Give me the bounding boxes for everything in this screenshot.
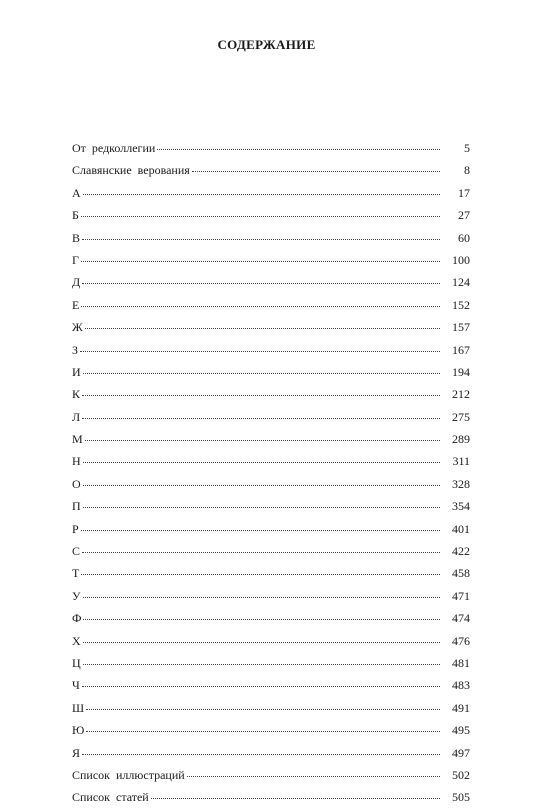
toc-entry-page-number: 17 bbox=[458, 185, 470, 200]
toc-entry-page-number: 502 bbox=[452, 767, 470, 782]
toc-entry-page-number: 27 bbox=[458, 208, 470, 223]
dot-leader bbox=[82, 238, 440, 240]
toc-entry bbox=[72, 204, 470, 226]
toc-entry bbox=[72, 159, 470, 181]
toc-entry-label: Ж bbox=[72, 320, 83, 335]
toc-entry bbox=[72, 383, 470, 405]
toc-entry-label: Л bbox=[72, 409, 81, 424]
toc-entry-label: Д bbox=[72, 275, 81, 290]
toc-entry-page-number: 100 bbox=[452, 252, 470, 267]
dot-leader bbox=[81, 260, 440, 262]
toc-entry bbox=[72, 607, 470, 629]
toc-entry bbox=[72, 249, 470, 271]
toc-entry-label: Список статей bbox=[72, 790, 149, 805]
toc-entry-page-number: 476 bbox=[452, 633, 470, 648]
toc-entry bbox=[72, 540, 470, 562]
dot-leader bbox=[187, 775, 440, 777]
toc-entry-label: З bbox=[72, 342, 79, 357]
toc-entry-label: Е bbox=[72, 297, 80, 312]
toc-entry-page-number: 124 bbox=[452, 275, 470, 290]
dot-leader bbox=[83, 506, 440, 508]
toc-entry-label: Ч bbox=[72, 678, 80, 693]
toc-entry-label: Г bbox=[72, 252, 79, 267]
toc-entry bbox=[72, 585, 470, 607]
toc-entry bbox=[72, 316, 470, 338]
toc-entry-label: М bbox=[72, 432, 83, 447]
dot-leader bbox=[192, 170, 440, 172]
toc-entry-label: В bbox=[72, 230, 81, 245]
dot-leader bbox=[81, 573, 440, 575]
toc-entry-page-number: 289 bbox=[452, 432, 470, 447]
toc-entry bbox=[72, 137, 470, 159]
toc-entry bbox=[72, 630, 470, 652]
dot-leader bbox=[157, 148, 440, 150]
toc-entry-page-number: 152 bbox=[452, 297, 470, 312]
toc-entry-label: Ш bbox=[72, 700, 85, 715]
toc-entry-label: К bbox=[72, 387, 81, 402]
toc-entry bbox=[72, 786, 470, 808]
toc-entry-page-number: 212 bbox=[452, 387, 470, 402]
dot-leader bbox=[83, 372, 440, 374]
toc-entry-label: От редколлегии bbox=[72, 141, 156, 155]
toc-entry-label: П bbox=[72, 499, 81, 514]
toc-entry bbox=[72, 182, 470, 204]
toc-entry-page-number: 458 bbox=[452, 566, 470, 581]
toc-entry bbox=[72, 562, 470, 584]
toc-entry-page-number: 5 bbox=[464, 141, 470, 155]
toc-entry-label: Т bbox=[72, 566, 80, 581]
dot-leader bbox=[85, 327, 440, 329]
dot-leader bbox=[82, 282, 440, 284]
dot-leader bbox=[83, 663, 440, 665]
toc-entry-page-number: 495 bbox=[452, 723, 470, 738]
dot-leader bbox=[83, 193, 440, 195]
toc-entry-label: У bbox=[72, 588, 81, 603]
toc-entry-label: Я bbox=[72, 745, 81, 760]
toc-entry-label: Б bbox=[72, 208, 79, 223]
toc-entry-label: С bbox=[72, 544, 81, 559]
dot-leader bbox=[80, 350, 440, 352]
dot-leader bbox=[83, 618, 440, 620]
table-of-contents bbox=[72, 137, 470, 809]
toc-entry bbox=[72, 495, 470, 517]
toc-entry-page-number: 60 bbox=[458, 230, 470, 245]
toc-entry bbox=[72, 697, 470, 719]
toc-entry-label: Р bbox=[72, 521, 79, 536]
toc-entry-page-number: 497 bbox=[452, 745, 470, 760]
toc-entry-page-number: 474 bbox=[452, 611, 470, 626]
dot-leader bbox=[83, 596, 441, 598]
toc-entry-page-number: 505 bbox=[452, 790, 470, 805]
toc-entry-label: А bbox=[72, 185, 81, 200]
toc-entry bbox=[72, 764, 470, 786]
toc-entry-page-number: 194 bbox=[452, 364, 470, 379]
toc-entry-page-number: 401 bbox=[452, 521, 470, 536]
toc-entry-label: Н bbox=[72, 454, 81, 469]
toc-entry bbox=[72, 518, 470, 540]
toc-entry bbox=[72, 339, 470, 361]
toc-entry bbox=[72, 227, 470, 249]
toc-entry-label: Ф bbox=[72, 611, 82, 626]
toc-entry-page-number: 8 bbox=[464, 163, 470, 178]
toc-entry-label: О bbox=[72, 476, 81, 491]
dot-leader bbox=[83, 484, 440, 486]
toc-entry bbox=[72, 652, 470, 674]
toc-entry bbox=[72, 406, 470, 428]
dot-leader bbox=[82, 417, 440, 419]
toc-entry bbox=[72, 742, 470, 764]
toc-entry-page-number: 167 bbox=[452, 342, 470, 357]
dot-leader bbox=[82, 685, 440, 687]
dot-leader bbox=[151, 797, 440, 799]
page-title: СОДЕРЖАНИЕ bbox=[217, 37, 316, 52]
dot-leader bbox=[82, 551, 440, 553]
dot-leader bbox=[82, 753, 440, 755]
dot-leader bbox=[82, 394, 440, 396]
toc-entry bbox=[72, 450, 470, 472]
dot-leader bbox=[86, 708, 440, 710]
dot-leader bbox=[85, 439, 440, 441]
toc-entry-page-number: 311 bbox=[452, 454, 470, 469]
toc-entry bbox=[72, 473, 470, 495]
toc-entry bbox=[72, 674, 470, 696]
dot-leader bbox=[83, 641, 440, 643]
toc-entry-page-number: 422 bbox=[452, 544, 470, 559]
dot-leader bbox=[83, 461, 440, 463]
toc-entry bbox=[72, 294, 470, 316]
toc-entry-page-number: 354 bbox=[452, 499, 470, 514]
toc-entry bbox=[72, 719, 470, 741]
dot-leader bbox=[81, 305, 440, 307]
toc-entry-label: Список иллюстраций bbox=[72, 767, 185, 782]
toc-entry bbox=[72, 361, 470, 383]
toc-entry-page-number: 483 bbox=[452, 678, 470, 693]
toc-entry-page-number: 481 bbox=[452, 655, 470, 670]
toc-entry-page-number: 471 bbox=[452, 588, 470, 603]
toc-entry-label: Ц bbox=[72, 655, 81, 670]
dot-leader bbox=[81, 529, 440, 531]
toc-entry-page-number: 157 bbox=[452, 320, 470, 335]
toc-entry bbox=[72, 428, 470, 450]
toc-entry-label: Ю bbox=[72, 723, 85, 738]
toc-entry-page-number: 328 bbox=[452, 476, 470, 491]
dot-leader bbox=[81, 215, 440, 217]
toc-entry bbox=[72, 271, 470, 293]
toc-entry-label: И bbox=[72, 364, 81, 379]
toc-entry-page-number: 275 bbox=[452, 409, 470, 424]
toc-entry-label: Х bbox=[72, 633, 81, 648]
dot-leader bbox=[86, 730, 440, 732]
toc-entry-page-number: 491 bbox=[452, 700, 470, 715]
toc-entry-label: Славянские верования bbox=[72, 163, 190, 178]
